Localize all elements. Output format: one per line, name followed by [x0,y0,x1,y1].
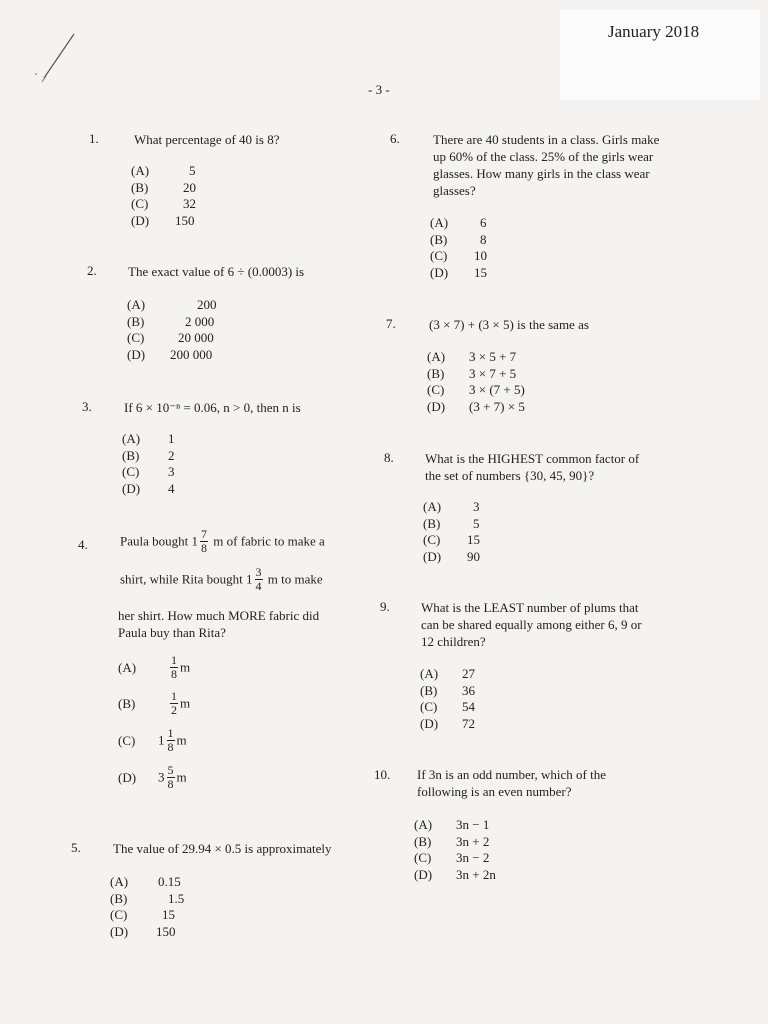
option: (B) 8 [430,231,487,247]
option: (D) 15 [430,264,487,280]
question-number: 10. [374,767,391,782]
date-text: January 2018 [608,22,700,41]
options-list [127,297,257,363]
option: (C) 3 × (7 + 5) [427,382,525,397]
options-list [414,817,534,883]
option: (D) 3 $\frac{5}{8}$ m [118,763,187,791]
option: (B) 20 [131,179,196,195]
question-text: (3 × 7) + (3 × 5) is the same as [429,317,589,332]
option: (B) 2 [122,447,175,463]
option: (A) 3n − 1 [414,817,490,832]
question-number: 7. [386,316,396,331]
option: (A) $\frac{1}{8}$ m [118,653,191,681]
option: (A) 0.15 [110,874,181,889]
option: (A) 1 [122,431,175,446]
pen-mark-icon [30,30,80,90]
option: (D) 3n + 2n [414,866,496,882]
option: (A) 5 [131,163,196,178]
option: (A) 27 [420,666,475,681]
options-list [131,163,231,229]
question-text: If 3n is an odd number, which of the following is an even number? [417,767,607,799]
page-number: - 3 - [368,82,390,97]
question-text: What is the HIGHEST common factor of the set of numbers {30, 45, 90}? [425,451,640,483]
question-number: 2. [87,263,97,278]
options-list [110,874,210,940]
option: (D) 4 [122,480,175,496]
option: (B) 36 [420,682,475,698]
option: (B) $\frac{1}{2}$ m [118,689,191,717]
option: (B) 1.5 [110,890,185,906]
question-number: 9. [380,599,390,614]
option: (C) 1 $\frac{1}{8}$ m [118,726,187,754]
option: (A) 3 [423,499,480,514]
question-text: If 6 × 10⁻ⁿ = 0.06, n > 0, then n is [124,400,301,415]
question-text: her shirt. How much MORE fabric did Paula buy than Rita? [118,608,320,640]
question-number: 5. [71,840,81,855]
options-list [122,431,192,497]
option: (C) 15 [110,907,175,922]
option: (B) 3n + 2 [414,833,490,849]
question-text: What is the LEAST number of plums that can be shared equally among either 6, 9 or 12 children? [421,600,642,649]
option: (B) 5 [423,515,480,531]
fraction: $\frac{7}{8}$ [201,527,207,555]
options-list [423,499,503,565]
question-text: What percentage of 40 is 8? [134,132,280,147]
option: (C) 15 [423,532,480,547]
fraction: $\frac{3}{4}$ [255,565,262,593]
question-number: 6. [390,131,400,146]
option: (D) 72 [420,715,475,731]
option: (D) 200 000 [127,346,213,362]
options-list [420,666,500,732]
options-list [430,215,510,281]
option: (C) 20 000 [127,330,214,345]
option: (A) 6 [430,215,487,230]
option: (A) 200 [127,297,217,312]
option: (A) 3 × 5 + 7 [427,349,517,364]
question-text: There are 40 students in a class. Girls make up 60% of the class. 25% of the girls wear glasses. How many girls in the class wear glasses? [433,132,660,198]
question-number: 4. [78,537,88,552]
option: (D) 150 [110,923,176,939]
option: (C) 32 [131,196,196,211]
option: (D) 150 [131,212,195,228]
option: (C) 3 [122,464,175,479]
question-text: The exact value of 6 ÷ (0.0003) is [128,264,305,279]
option: (B) 2 000 [127,313,215,329]
options-list [427,349,567,415]
question-text-line: shirt, while Rita bought 1 $\frac{3}{4}$ m to make [120,565,323,593]
option: (D) (3 + 7) × 5 [427,398,525,414]
option: (C) 10 [430,248,487,263]
option: (C) 54 [420,699,475,714]
question-text: The value of 29.94 × 0.5 is approximately [113,841,332,856]
option: (C) 3n − 2 [414,850,490,865]
question-number: 8. [384,450,394,465]
question-number: 1. [89,131,99,146]
question-text-line: Paula bought 1 $\frac{7}{8}$ m of fabric to make a [120,527,325,555]
question-number: 3. [82,399,92,414]
option: (B) 3 × 7 + 5 [427,365,517,381]
option: (D) 90 [423,548,480,564]
date-header [560,10,760,100]
